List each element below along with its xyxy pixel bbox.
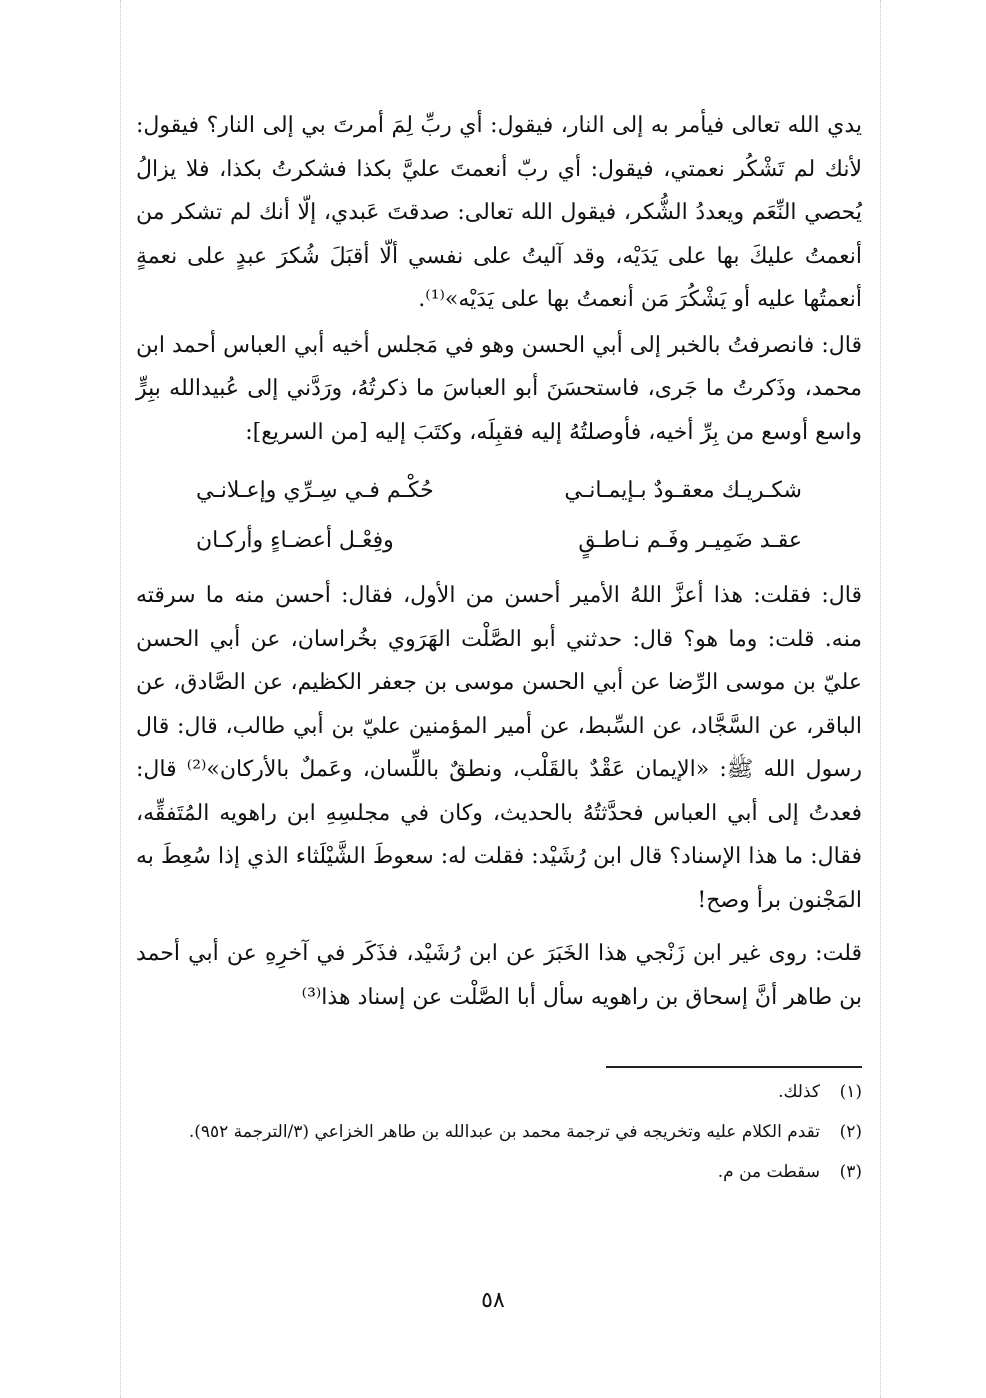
- footnote: [136, 1074, 862, 1110]
- paragraph: قال: فقلت: هذا أعزَّ اللهُ الأمير أحسن من الأول، فقال: أحسن منه ما سرقته منه. قلت: وما هو؟ قال: حدثني أبو الصَّلْت الهَرَوي بخُراسان، عن أبي الحسن عليّ بن موسى الرِّضا عن أبي الحسن موسى بن جعفر الكظيم، عن الصَّادق، عن الباقر، عن السَّجَّاد، عن السِّبط، عن أمير المؤمنين عليّ بن أبي طالب، قال: قال رسول الله ﷺ: «الإيمان عَقْدٌ بالقَلْب، ونطقٌ باللِّسان، وعَملٌ بالأركان»⁽²⁾ قال: فعدتُ إلى أبي العباس فحدَّثتُهُ بالحديث، وكان في مجلسِهِ ابن راهويه المُتَفقِّه، فقال: ما هذا الإسناد؟ قال ابن رُشَيْد: فقلت له: سعوطَ الشَّيْلَثاء الذي إذا سُعِطَ به المَجْنون برأ وصح!: [136, 583, 862, 913]
- footnote: [136, 1114, 862, 1150]
- poem: [136, 466, 862, 566]
- verse-first-hemistich: شكـريـك معقـودٌ بـإيمـانـي: [564, 478, 802, 503]
- footnote-text: تقدم الكلام عليه وتخريجه في ترجمة محمد بن عبدالله بن طاهر الخزاعي (٣/الترجمة ٩٥٢).: [188, 1122, 820, 1142]
- footnote-text: كذلك.: [778, 1082, 820, 1102]
- footnote: [136, 1154, 862, 1190]
- main-text: [136, 104, 862, 1019]
- footnote-text: سقطت من م.: [717, 1162, 820, 1182]
- verse-second-hemistich: وفِعْـل أعضـاءٍ وأركـان: [196, 528, 394, 553]
- page-number: ٥٨: [481, 1288, 505, 1313]
- paragraph: قلت: روى غير ابن زَنْجي هذا الخَبَرَ عن ابن رُشَيْد، فذَكَر في آخرِهِ عن أبي أحمد بن طاهر أنَّ إسحاق بن راهويه سأل أبا الصَّلْت عن إسناد هذا⁽³⁾: [136, 941, 862, 1010]
- paragraph: يدي الله تعالى فيأمر به إلى النار، فيقول: أي ربِّ لِمَ أمرتَ بي إلى النار؟ فيقول: لأنك لم تَشْكُر نعمتي، فيقول: أي ربّ أنعمتَ عليَّ بكذا فشكرتُ بكذا، فلا يزالُ يُحصي النِّعَم ويعددُ الشُّكر، فيقول الله تعالى: صدقتَ عَبدي، إلّا أنك لم تشكر من أنعمتُ عليكَ بها على يَدَيْه، وقد آليتُ على نفسي ألّا أقبَلَ شُكرَ عبدٍ على نعمةٍ أنعمتُها عليه أو يَشْكُرَ مَن أنعمتُ بها على يَدَيْه»⁽¹⁾.: [136, 113, 862, 312]
- footnote-number: (٣): [839, 1162, 862, 1182]
- scan-guide-line: [880, 0, 881, 1398]
- footnote-number: (١): [839, 1082, 862, 1102]
- verse-line: [196, 466, 802, 516]
- footnote-number: (٢): [839, 1122, 862, 1142]
- scan-guide-line: [120, 0, 121, 1398]
- verse-first-hemistich: عقـد ضَمِيـر وفَـم نـاطـقٍ: [578, 528, 802, 553]
- verse-line: [196, 516, 802, 566]
- footnotes: [136, 1074, 862, 1194]
- footnote-separator: [606, 1066, 862, 1068]
- verse-second-hemistich: حُكْـم فـي سِـرِّي وإعـلانـي: [196, 478, 434, 503]
- paragraph: قال: فانصرفتُ بالخبر إلى أبي الحسن وهو في مَجلس أخيه أبي العباس أحمد ابن محمد، وذَكرتُ ما جَرى، فاستحسَنَ أبو العباسَ ما ذكرتُهُ، ورَدَّني إلى عُبيدالله ببِرٍّ واسع أوسع من بِرِّ أخيه، فأوصلتُهُ إليه فقبِلَه، وكتَبَ إليه [من السريع]:: [136, 332, 862, 445]
